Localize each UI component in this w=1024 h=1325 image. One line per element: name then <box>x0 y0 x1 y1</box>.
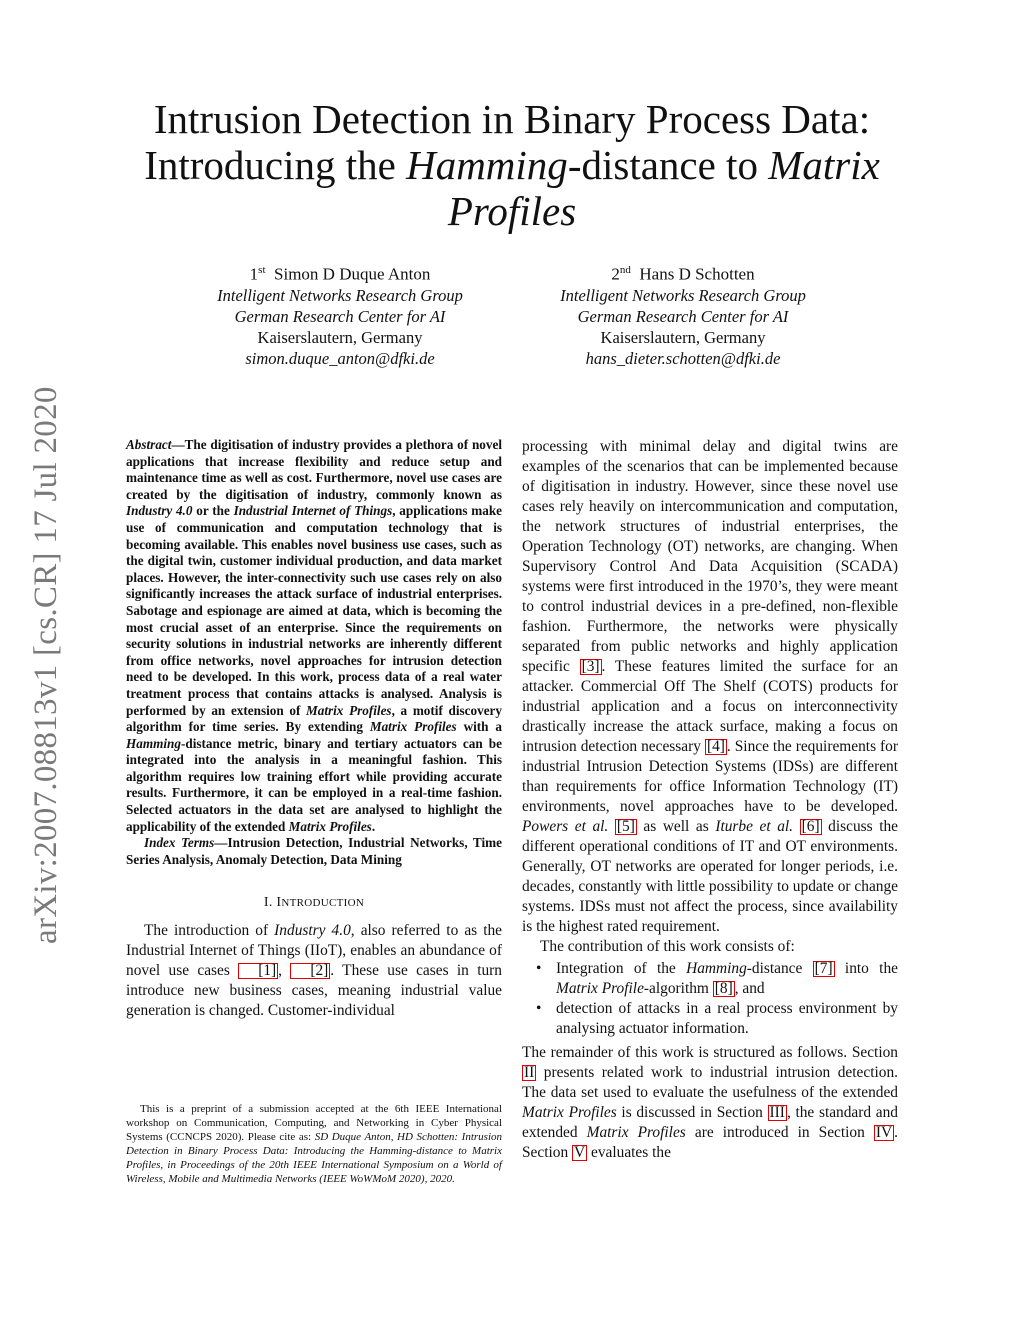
author-email: simon.duque_anton@dfki.de <box>245 348 435 368</box>
paragraph <box>522 437 898 937</box>
footnote-citation: SD Duque Anton, HD Schotten: Intrusion Detection in Binary Process Data: Introducing the Hamming-distance to Matrix Profiles, in Proceedings of the 20th IEEE International Symposium on a World of Wireless, Mobile and Multimedia Networks (IEEE WoWMoM 2020), 2020. <box>126 1131 502 1185</box>
intro-paragraph <box>126 921 502 1021</box>
abstract <box>126 437 502 868</box>
abstract-text: -distance metric, binary and tertiary actuators can be integrated into the analysis in a meaningful fashion. This algorithm requires low training effort while providing accurate results. Furthermore, it can be employed in a real-time fashion. Selected actuators in the data set are analysed to highlight the applicability of the extended <box>126 735 502 834</box>
author-location: Kaiserslautern, Germany <box>257 327 423 347</box>
body-text: -distance <box>746 960 813 977</box>
body-text: , the standard and extended <box>522 1104 898 1141</box>
author-name-text: Simon D Duque Anton <box>274 264 431 284</box>
list-item <box>522 999 898 1039</box>
abstract-text: , a motif discovery algorithm for time series. By extending <box>126 702 502 735</box>
body-text: -algorithm <box>643 980 713 997</box>
section-link[interactable]: V <box>574 1144 586 1161</box>
section-link[interactable]: IV <box>875 1124 893 1141</box>
footnote-text: This is a preprint of a submission accepted at the 6th IEEE International workshop on Communication, Computing, and Networking in Cyber Physical Systems (CCNCPS 2020). Please cite as: <box>126 1103 502 1143</box>
body-emph: Matrix Profiles <box>522 1104 617 1121</box>
body-text: into the <box>834 960 898 977</box>
citation-link[interactable]: [4] <box>706 738 725 755</box>
body-text: The remainder of this work is structured as follows. Section <box>522 1044 898 1061</box>
body-emph: Powers et al. <box>522 818 609 835</box>
author-group: Intelligent Networks Research Group <box>217 285 463 305</box>
body-text: presents related work to industrial intrusion detection. The data set used to evaluate the usefulness of the extended <box>522 1064 898 1101</box>
body-text: . These features limited the surface for an attacker. Commercial Off The Shelf (COTS) products for industrial application and a focus on interconnectivity drastically increase the attack surface, making a focus on intrusion detection necessary <box>522 658 899 755</box>
body-emph: Industry 4.0 <box>274 922 351 940</box>
author-ordinal-suffix: nd <box>619 264 631 276</box>
contribution-list <box>522 959 898 1039</box>
citation-link[interactable]: [8] <box>714 980 733 997</box>
body-emph: Iturbe et al. <box>715 818 794 835</box>
section-title-rest: NTRODUCTION <box>281 897 365 910</box>
paper-title <box>110 96 914 234</box>
body-text: , and <box>734 980 765 997</box>
body-text: is discussed in Section <box>616 1104 768 1121</box>
body-text: , also referred to as the Industrial Internet of Things (IIoT), enables an abundance of novel use cases <box>126 922 503 980</box>
list-item <box>522 959 898 999</box>
author-block-2 <box>513 260 853 369</box>
body-text: . Since the requirements for industrial Intrusion Detection Systems (IDSs) are different than requirements for office Information Technology (IT) environments, novel approaches have to be developed. <box>522 738 898 815</box>
paragraph <box>522 1043 898 1163</box>
abstract-text: . <box>371 818 376 834</box>
body-text: . Section <box>522 1124 899 1161</box>
title-text: Introducing the <box>144 142 407 188</box>
title-line-1: Intrusion Detection in Binary Process Data: <box>153 96 871 142</box>
body-text: processing with minimal delay and digital twins are examples of the scenarios that can be implemented because of digitisation in industry. However, since these novel use cases rely heavily on intercommunication and computation, the network structures of industrial enterprises, the Operation Technology (OT) networks, are changing. When Supervisory Control And Data Acquisition (SCADA) systems were first introduced in the 1970’s, they were meant to control industrial devices in a pre-defined, non-flexible fashion. Furthermore, the networks were physically separated from public networks and highly application specific <box>522 438 898 675</box>
body-text: Integration of the <box>556 960 687 977</box>
abstract-text: with a <box>456 719 503 735</box>
body-text: The introduction of <box>144 922 275 940</box>
body-text <box>793 818 800 835</box>
abstract-dash: — <box>171 437 185 452</box>
title-emph: Hamming <box>406 142 568 188</box>
title-line-2 <box>110 142 914 188</box>
author-ordinal-suffix: st <box>258 264 266 276</box>
abstract-text: or the <box>192 503 234 519</box>
author-ordinal: 1 <box>249 264 259 284</box>
body-emph: Hamming <box>686 960 747 977</box>
author-name-text: Hans D Schotten <box>639 264 755 284</box>
body-text <box>608 818 615 835</box>
title-text: -distance to <box>567 142 769 188</box>
left-column <box>126 437 502 1021</box>
author-location: Kaiserslautern, Germany <box>600 327 766 347</box>
footnote <box>126 1102 502 1186</box>
abstract-emph: Matrix Profiles <box>306 702 392 718</box>
right-column <box>522 437 898 1163</box>
body-text: evaluates the <box>587 1144 671 1161</box>
section-numeral: I. I <box>263 895 282 911</box>
citation-link[interactable]: [6] <box>801 818 820 835</box>
author-institution: German Research Center for AI <box>577 306 789 326</box>
citation-link[interactable]: [5] <box>616 818 635 835</box>
body-text: . These use cases in turn introduce new business cases, meaning industrial value generation is changed. Customer-individual <box>126 962 503 1020</box>
abstract-text: The digitisation of industry provides a plethora of novel applications that increase flexibility and reduce setup and maintenance time as well as cost. Furthermore, novel use cases are created by the digitisation of industry, commonly known as <box>126 437 502 502</box>
body-text: discuss the different operational conditions of IT and OT environments. Generally, OT networks are operated for longer periods, i.e. decades, constantly with little possibility to update or change systems. IDSs must not affect the process, since availability is the highest rated requirement. <box>522 818 899 935</box>
author-name <box>513 260 853 285</box>
section-heading-introduction <box>126 895 502 911</box>
bullet-icon: • <box>536 1000 542 1017</box>
index-terms-text: Intrusion Detection, Industrial Networks, Time Series Analysis, Anomaly Detection, Data Mining <box>126 835 502 867</box>
abstract-emph: Industrial Internet of Things <box>233 503 393 519</box>
abstract-emph: Industry 4.0 <box>126 503 193 519</box>
index-terms-label: Index Terms <box>144 835 215 851</box>
body-text: are introduced in Section <box>685 1124 874 1141</box>
title-line-3: Profiles <box>447 188 577 234</box>
abstract-emph: Hamming <box>126 735 181 751</box>
bullet-icon: • <box>536 960 542 977</box>
author-email: hans_dieter.schotten@dfki.de <box>585 348 781 368</box>
citation-link[interactable]: [1] <box>238 963 278 979</box>
author-group: Intelligent Networks Research Group <box>560 285 806 305</box>
author-ordinal: 2 <box>611 264 620 284</box>
paragraph: The contribution of this work consists of: <box>540 938 795 955</box>
body-emph: Matrix Profiles <box>586 1124 686 1141</box>
author-institution: German Research Center for AI <box>234 306 446 326</box>
author-block-1 <box>170 260 510 369</box>
body-emph: Matrix Profile <box>556 980 644 997</box>
abstract-emph: Matrix Profiles <box>369 719 457 735</box>
abstract-text: , applications make use of communication and computation technology that is becoming available. This enables novel business use cases, such as the digital twin, customer individual production, and data market places. However, the inter-connectivity such use cases rely on also significantly increases the attack surface of industrial enterprises. Sabotage and espionage are aimed at data, which is becoming the most crucial asset of an enterprise. Since the requirements on security solutions in industrial networks are inherently different from office networks, novel approaches for intrusion detection need to be developed. In this work, process data of a real water treatment process that contains attacks is analysed. Analysis is performed by an extension of <box>126 503 503 718</box>
author-name <box>170 260 510 285</box>
citation-link[interactable]: [7] <box>814 960 833 977</box>
index-terms-dash: — <box>214 835 228 851</box>
arxiv-watermark: arXiv:2007.08813v1 [cs.CR] 17 Jul 2020 <box>28 386 64 944</box>
citation-link[interactable]: [3] <box>581 658 600 675</box>
section-link[interactable]: III <box>769 1104 785 1121</box>
citation-link[interactable]: [2] <box>290 963 330 979</box>
body-text: , <box>278 962 291 980</box>
body-text: detection of attacks in a real process environment by analysing actuator information. <box>556 1000 898 1037</box>
section-link[interactable]: II <box>524 1064 535 1081</box>
title-emph: Matrix <box>768 142 880 188</box>
abstract-emph: Matrix Profiles <box>288 818 372 834</box>
index-terms <box>126 835 502 868</box>
abstract-label: Abstract <box>126 437 172 452</box>
body-text: as well as <box>636 818 716 835</box>
